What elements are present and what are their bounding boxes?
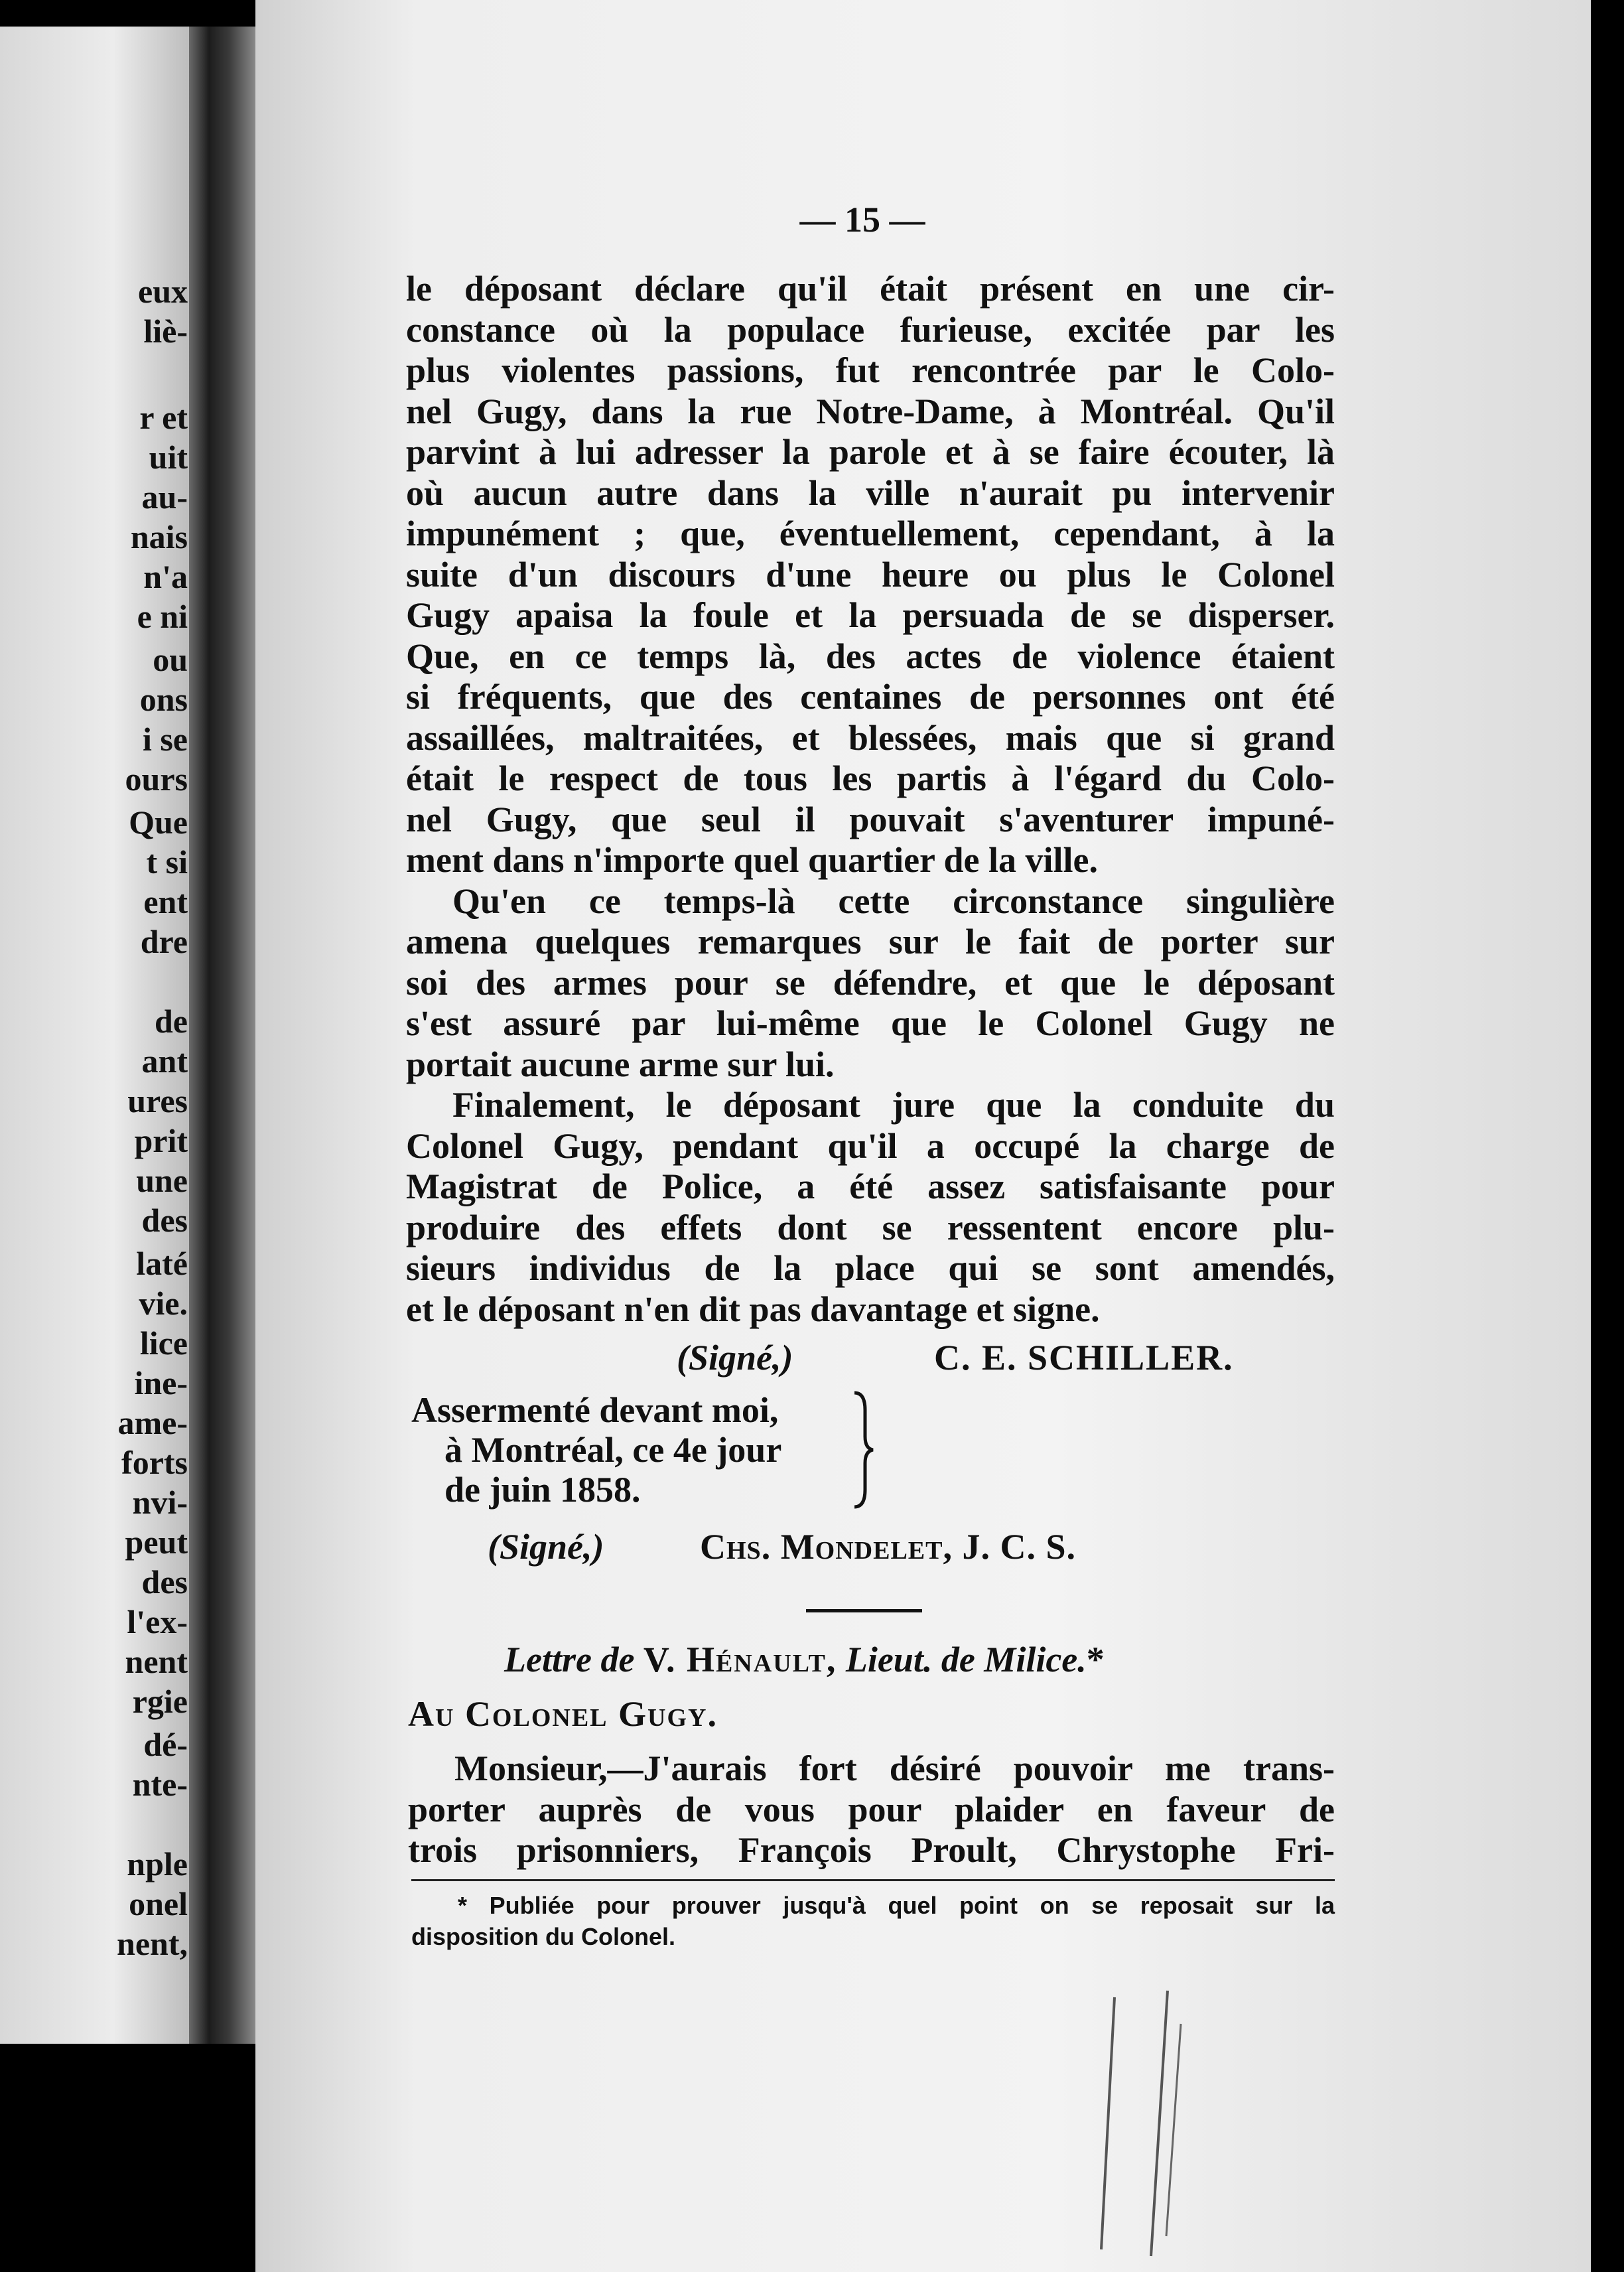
left-page-fragment: au- <box>141 478 188 516</box>
text-line: Que, en ce temps là, des actes de violence étaient <box>406 636 1335 676</box>
text-line: porter auprès de vous pour plaider en faveur de <box>408 1789 1335 1829</box>
text-line: Finalement, le déposant jure que la conduite du <box>452 1085 1335 1125</box>
left-page-fragment: nple <box>127 1845 188 1882</box>
text-line: où aucun autre dans la ville n'aurait pu intervenir <box>406 472 1335 513</box>
left-page-fragment: uit <box>149 439 188 476</box>
left-page-fragment: ame- <box>117 1404 188 1441</box>
left-page-fragment: une <box>136 1162 188 1199</box>
left-page-fragment: eux <box>138 273 188 310</box>
letter-heading-title: Lieut. de Milice. <box>845 1640 1087 1679</box>
left-page-fragment: rgie <box>132 1683 188 1720</box>
left-page-fragment: ent <box>143 883 188 920</box>
letter-body <box>408 1748 1335 1871</box>
left-page-fragment: nent <box>125 1643 188 1680</box>
left-page-fragment: laté <box>136 1245 188 1282</box>
text-line: amena quelques remarques sur le fait de porter sur <box>406 922 1335 961</box>
left-page-fragment: ine- <box>134 1364 188 1401</box>
left-page-fragment: t si <box>146 843 188 881</box>
left-page-fragment: i se <box>142 721 188 758</box>
book-gutter <box>189 27 255 2044</box>
footnote-marker: * <box>1086 1640 1105 1679</box>
text-line: et le déposant n'en dit pas davantage et signe. <box>406 1289 1100 1329</box>
left-page-fragment: ons <box>139 681 188 718</box>
left-page-fragment: n'a <box>143 558 188 595</box>
letter-heading-prefix: Lettre de <box>504 1640 635 1679</box>
text-line: impunément ; que, éventuellement, cependant, à la <box>406 514 1335 553</box>
section-divider <box>806 1609 922 1612</box>
text-line: Qu'en ce temps-là cette circonstance singulière <box>452 881 1335 921</box>
left-page-fragment: peut <box>125 1524 188 1561</box>
left-page-fragment: e ni <box>137 598 188 635</box>
left-page-fragment: des <box>141 1202 188 1239</box>
text-line: Monsieur,—J'aurais fort désiré pouvoir me trans- <box>454 1748 1335 1788</box>
pencil-marks <box>1088 1984 1207 2263</box>
left-page-fragment: nent, <box>117 1925 188 1962</box>
sworn-statement <box>411 1390 889 1510</box>
left-page-fragment: des <box>141 1563 188 1600</box>
left-page-fragment: nvi- <box>132 1484 188 1521</box>
left-page-fragment: ant <box>141 1042 188 1080</box>
curly-brace-icon <box>849 1390 876 1510</box>
left-page-fragment: Que <box>129 804 188 841</box>
left-page-fragment: dé- <box>143 1726 188 1763</box>
signature-role: (Signé,) <box>677 1338 793 1378</box>
text-line: si fréquents, que des centaines de personnes ont été <box>406 677 1335 717</box>
left-page-fragment: ou <box>153 641 188 678</box>
signature-name: C. E. SCHILLER. <box>934 1338 1234 1378</box>
text-line: portait aucune arme sur lui. <box>406 1044 835 1084</box>
letter-salutation: Au Colonel Gugy. <box>408 1694 718 1734</box>
text-line: constance où la populace furieuse, excitée par les <box>406 309 1335 350</box>
left-page-fragment: nte- <box>132 1766 188 1803</box>
footnote-line: * Publiée pour prouver jusqu'à quel point on se reposait sur la <box>458 1892 1335 1919</box>
footnote-divider <box>411 1879 1335 1881</box>
text-line: ment dans n'importe quel quartier de la ville. <box>406 840 1099 880</box>
text-line: nel Gugy, dans la rue Notre-Dame, à Montréal. Qu'il <box>406 391 1335 431</box>
signature-mondelet <box>488 1526 1217 1567</box>
signature-name: Chs. Mondelet, J. C. S. <box>700 1527 1077 1567</box>
left-page-fragment: prit <box>134 1122 188 1159</box>
text-line: le déposant déclare qu'il était présent en une cir- <box>406 269 1335 309</box>
text-line: Magistrat de Police, a été assez satisfaisante pour <box>406 1167 1335 1206</box>
page-number: — 15 — <box>799 200 925 240</box>
text-line: trois prisonniers, François Proult, Chrystophe Fri- <box>408 1830 1335 1870</box>
left-page-fragment: r et <box>139 399 188 436</box>
text-line: suite d'un discours d'une heure ou plus le Colonel <box>406 554 1335 595</box>
sworn-line: Assermenté devant moi, <box>411 1390 779 1430</box>
signature-role: (Signé,) <box>488 1527 604 1567</box>
letter-heading <box>504 1639 1300 1680</box>
text-line: plus violentes passions, fut rencontrée par le Colo- <box>406 350 1335 390</box>
sworn-line: de juin 1858. <box>444 1470 641 1510</box>
left-page-fragment: onel <box>129 1885 188 1922</box>
footnote-line: disposition du Colonel. <box>411 1923 675 1950</box>
text-line: nel Gugy, que seul il pouvait s'aventurer impuné- <box>406 799 1335 839</box>
deposition-text <box>406 269 1335 1330</box>
left-page-fragment: de <box>155 1003 188 1040</box>
left-page-fragment: lice <box>139 1324 188 1362</box>
text-line: était le respect de tous les partis à l'égard du Colo- <box>406 758 1335 798</box>
left-page-fragment: l'ex- <box>127 1603 188 1640</box>
signature-schiller <box>677 1337 1287 1378</box>
text-line: s'est assuré par lui-même que le Colonel Gugy ne <box>406 1003 1335 1043</box>
text-line: parvint à lui adresser la parole et à se faire écouter, là <box>406 432 1335 472</box>
text-line: sieurs individus de la place qui se sont amendés, <box>406 1248 1335 1288</box>
left-page-fragment: dre <box>140 923 188 960</box>
text-line: produire des effets dont se ressentent encore plu- <box>406 1207 1335 1247</box>
scan-border <box>1591 0 1624 2272</box>
text-line: assaillées, maltraitées, et blessées, mais que si grand <box>406 717 1335 758</box>
sworn-line: à Montréal, ce 4e jour <box>444 1430 782 1470</box>
left-page-fragment: liè- <box>143 313 188 350</box>
text-line: Colonel Gugy, pendant qu'il a occupé la charge de <box>406 1125 1335 1166</box>
letter-heading-author: V. Hénault, <box>643 1640 837 1679</box>
left-page-fragment: vie. <box>139 1285 188 1322</box>
text-line: soi des armes pour se défendre, et que le déposant <box>406 962 1335 1003</box>
left-page-fragment: forts <box>121 1444 188 1481</box>
left-page-fragment: nais <box>130 518 188 555</box>
left-page-fragment: ours <box>125 760 188 798</box>
text-line: Gugy apaisa la foule et la persuada de se disperser. <box>406 595 1335 635</box>
left-page-fragment: ures <box>127 1082 188 1119</box>
footnote <box>411 1890 1335 1952</box>
